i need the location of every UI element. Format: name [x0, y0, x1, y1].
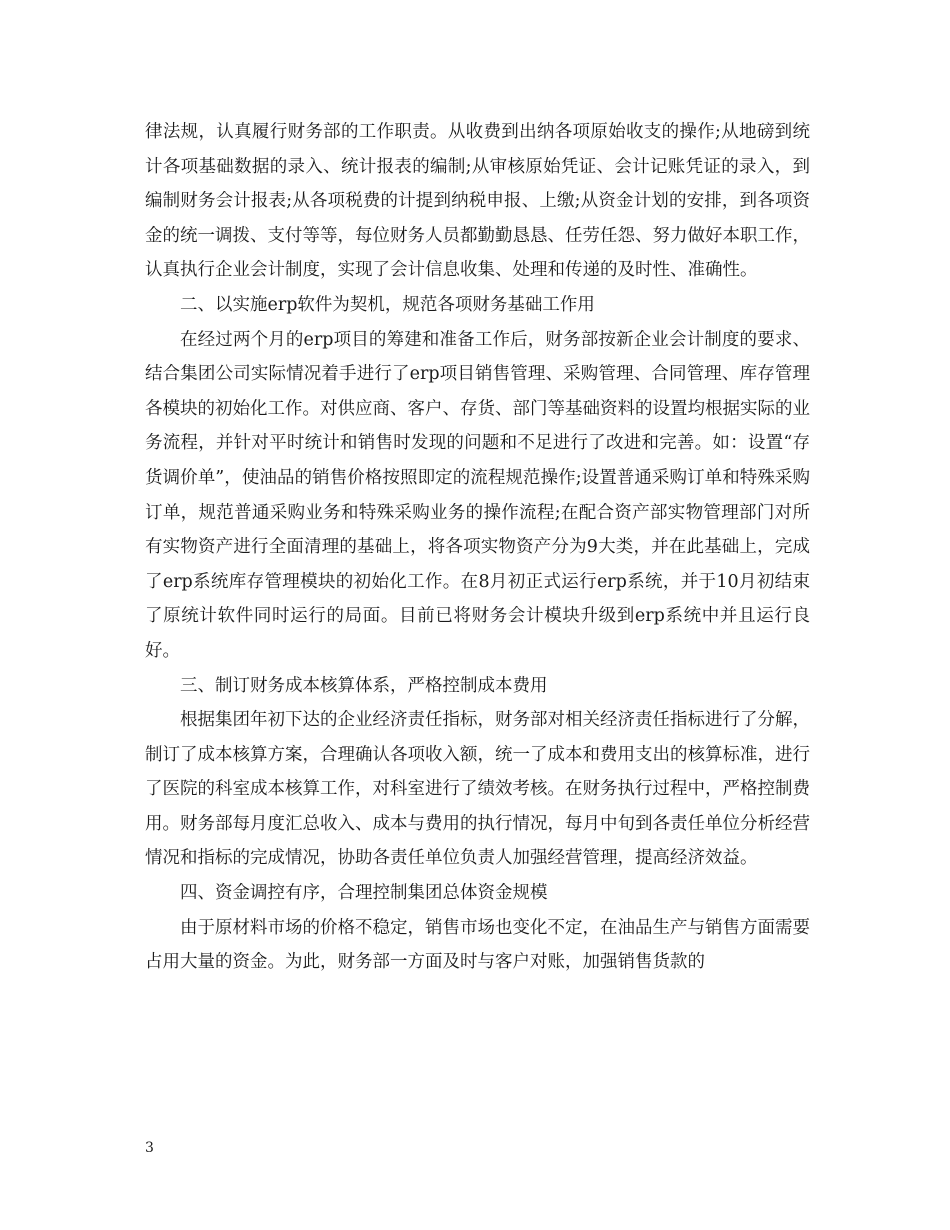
section-heading-2: 二、以实施erp软件为契机，规范各项财务基础工作用 [180, 294, 595, 315]
paragraph-funds: 由于原材料市场的价格不稳定，销售市场也变化不定，在油品生产与销售方面需要占用大量的资金。为此，财务部一方面及时与客户对账，加强销售货款的 [145, 917, 810, 973]
section-heading-3: 三、制订财务成本核算体系，严格控制成本费用 [180, 675, 548, 696]
paragraph-erp: 在经过两个月的erp项目的筹建和准备工作后，财务部按新企业会计制度的要求、结合集团公司实际情况着手进行了erp项目销售管理、采购管理、合同管理、库存管理各模块的初始化工作。对供应商、客户、存货、部门等基础资料的设置均根据实际的业务流程，并针对平时统计和销售时发现的问题和不足进行了改进和完善。如：设置“存货调价单”，使油品的销售价格按照即定的流程规范操作;设置普通采购订单和特殊采购订单，规范普通采购业务和特殊采购业务的操作流程;在配合资产部实物管理部门对所有实物资产进行全面清理的基础上，将各项实物资产分为9大类，并在此基础上，完成了erp系统库存管理模块的初始化工作。在8月初正式运行erp系统，并于10月初结束了原统计软件同时运行的局面。目前已将财务会计模块升级到erp系统中并且运行良好。 [145, 329, 810, 661]
paragraph-cost: 根据集团年初下达的企业经济责任指标，财务部对相关经济责任指标进行了分解，制订了成本核算方案，合理确认各项收入额，统一了成本和费用支出的核算标准，进行了医院的科室成本核算工作，对科室进行了绩效考核。在财务执行过程中，严格控制费用。财务部每月度汇总收入、成本与费用的执行情况，每月中旬到各责任单位分析经营情况和指标的完成情况，协助各责任单位负责人加强经营管理，提高经济效益。 [145, 710, 810, 869]
document-body [145, 115, 810, 980]
section-heading-4: 四、资金调控有序，合理控制集团总体资金规模 [180, 883, 548, 904]
paragraph-continued: 律法规，认真履行财务部的工作职责。从收费到出纳各项原始收支的操作;从地磅到统计各项基础数据的录入、统计报表的编制;从审核原始凭证、会计记账凭证的录入，到编制财务会计报表;从各项税费的计提到纳税申报、上缴;从资金计划的安排，到各项资金的统一调拨、支付等等，每位财务人员都勤勤恳恳、任劳任怨、努力做好本职工作，认真执行企业会计制度，实现了会计信息收集、处理和传递的及时性、准确性。 [145, 122, 810, 281]
page-number: 3 [145, 1140, 154, 1156]
